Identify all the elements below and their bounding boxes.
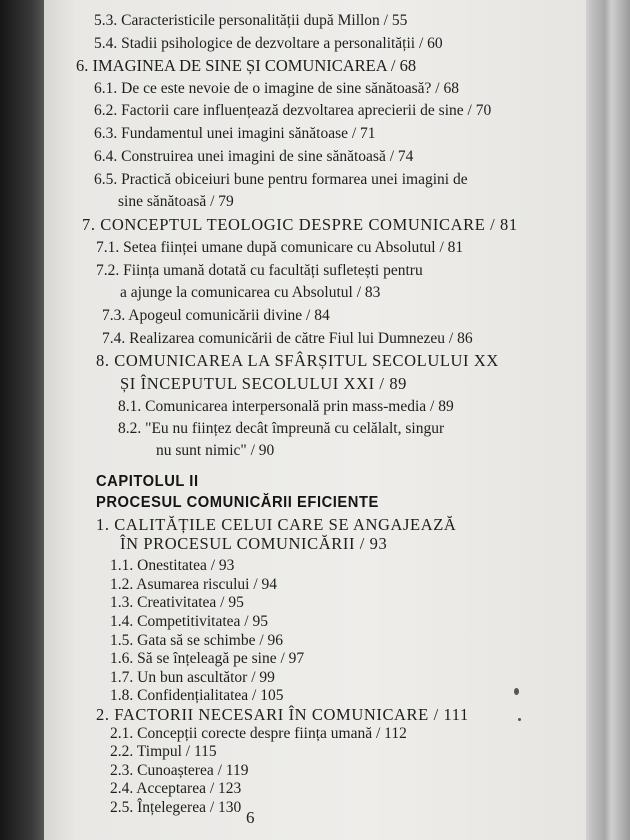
toc-entry-5-4: 5.4. Stadii psihologice de dezvoltare a personalității / 60 (94, 35, 443, 52)
ink-speck (514, 688, 519, 695)
toc-entry-1-5: 1.5. Gata să se schimbe / 96 (110, 631, 284, 649)
toc-section-ch2-1: 1. CALITĂȚILE CELUI CARE SE ANGAJEAZĂ (96, 515, 457, 534)
toc-entry-6-2: 6.2. Factorii care influențează dezvoltarea aprecierii de sine / 70 (94, 102, 492, 119)
toc-entry-2-5: 2.5. Înțelegerea / 130 (110, 798, 242, 816)
toc-entry-8-2: 8.2. "Eu nu ființez decât împreună cu celălalt, singur (118, 420, 445, 437)
toc-entry-7-3: 7.3. Apogeul comunicării divine / 84 (102, 307, 330, 324)
ink-speck (518, 718, 521, 721)
toc-entry-7-2-cont: a ajunge la comunicarea cu Absolutul / 83 (120, 284, 381, 301)
toc-section-6: 6. IMAGINEA DE SINE ȘI COMUNICAREA / 68 (76, 56, 417, 75)
toc-entry-2-1: 2.1. Concepții corecte despre ființa umană / 112 (110, 724, 407, 742)
toc-entry-1-8: 1.8. Confidențialitatea / 105 (110, 687, 284, 705)
toc-entry-2-2: 2.2. Timpul / 115 (110, 743, 217, 761)
toc-section-8-cont: ȘI ÎNCEPUTUL SECOLULUI XXI / 89 (120, 374, 408, 393)
toc-entry-2-4: 2.4. Acceptarea / 123 (110, 780, 242, 798)
book-spine-shadow (0, 0, 46, 840)
toc-entry-6-4: 6.4. Construirea unei imagini de sine sănătoasă / 74 (94, 148, 414, 165)
page-edges (584, 0, 630, 840)
toc-entry-6-5-cont: sine sănătoasă / 79 (118, 193, 234, 210)
toc-entry-8-1: 8.1. Comunicarea interpersonală prin mass-media / 89 (118, 398, 454, 415)
toc-entry-5-3: 5.3. Caracteristicile personalității după Millon / 55 (94, 12, 408, 29)
toc-entry-1-4: 1.4. Competitivitatea / 95 (110, 612, 268, 630)
toc-entry-7-2: 7.2. Ființa umană dotată cu facultăți sufletești pentru (96, 262, 423, 279)
toc-entry-7-4: 7.4. Realizarea comunicării de către Fiul lui Dumnezeu / 86 (102, 330, 473, 347)
page-number: 6 (246, 808, 255, 827)
chapter-label: CAPITOLUL II (96, 473, 199, 490)
toc-entry-1-1: 1.1. Onestitatea / 93 (110, 557, 235, 575)
toc-section-7: 7. CONCEPTUL TEOLOGIC DESPRE COMUNICARE / 81 (82, 215, 518, 234)
toc-entry-6-5: 6.5. Practică obiceiuri bune pentru formarea unei imagini de (94, 171, 468, 188)
toc-entry-7-1: 7.1. Setea ființei umane după comunicare cu Absolutul / 81 (96, 239, 464, 256)
toc-entry-8-2-cont: nu sunt nimic" / 90 (156, 442, 275, 459)
toc-entry-1-3: 1.3. Creativitatea / 95 (110, 594, 244, 612)
toc-entry-1-6: 1.6. Să se înțeleagă pe sine / 97 (110, 650, 305, 668)
toc-entry-6-3: 6.3. Fundamentul unei imagini sănătoase / 71 (94, 125, 376, 142)
toc-entry-1-7: 1.7. Un bun ascultător / 99 (110, 668, 275, 686)
chapter-title: PROCESUL COMUNICĂRII EFICIENTE (96, 494, 379, 511)
toc-entry-2-3: 2.3. Cunoașterea / 119 (110, 761, 249, 779)
toc-entry-6-1: 6.1. De ce este nevoie de o imagine de sine sănătoasă? / 68 (94, 80, 459, 97)
toc-entry-1-2: 1.2. Asumarea riscului / 94 (110, 575, 278, 593)
book-page (44, 0, 586, 840)
toc-section-8: 8. COMUNICAREA LA SFÂRȘITUL SECOLULUI XX (96, 351, 499, 370)
toc-section-ch2-1-cont: ÎN PROCESUL COMUNICĂRII / 93 (120, 533, 388, 553)
toc-section-ch2-2: 2. FACTORII NECESARI ÎN COMUNICARE / 111 (96, 704, 469, 724)
table-of-contents (44, 0, 586, 840)
